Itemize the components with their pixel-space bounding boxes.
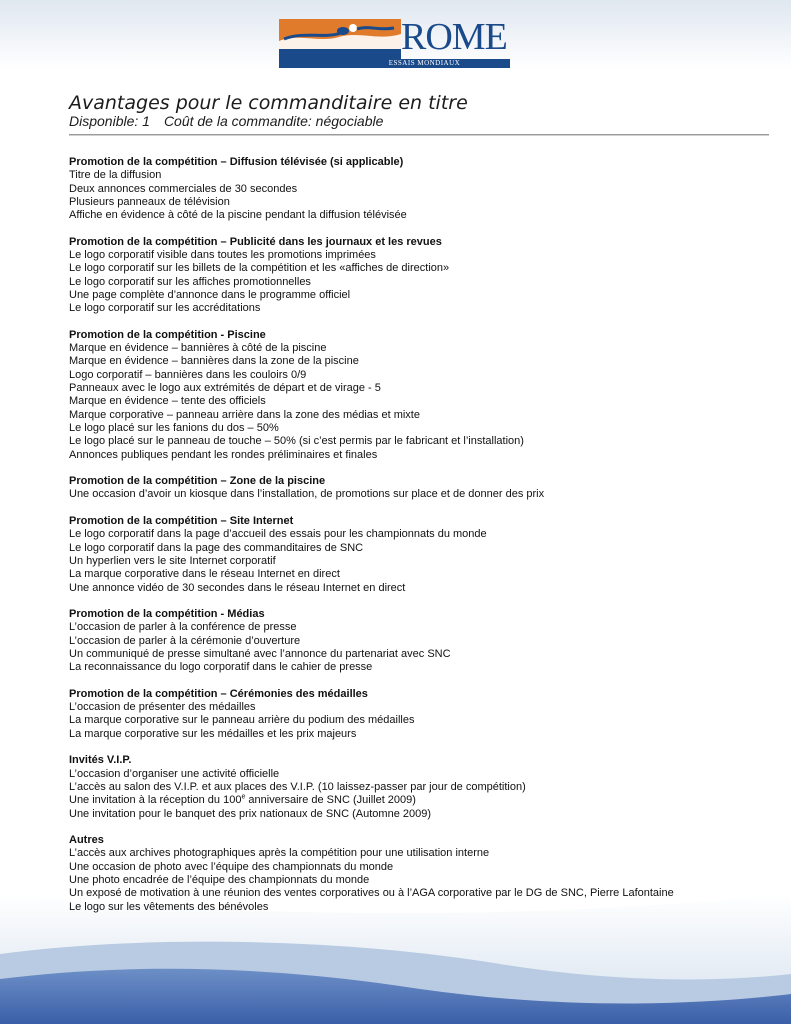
section-print [69, 236, 769, 316]
section-vip [69, 754, 769, 820]
list-item: Affiche en évidence à côté de la piscine pendant la diffusion télévisée [69, 209, 407, 222]
section-title: Promotion de la compétition – Diffusion télévisée (si applicable) [69, 156, 404, 168]
list-item: La marque corporative sur les médailles et les prix majeurs [69, 727, 357, 740]
list-item: Le logo placé sur les fanions du dos – 50% [69, 421, 279, 434]
section-title: Promotion de la compétition – Cérémonies des médailles [69, 687, 368, 700]
section-title: Promotion de la compétition - Piscine [69, 328, 266, 341]
list-item: Le logo corporatif sur les accréditations [69, 302, 261, 315]
section-title: Autres [69, 834, 104, 847]
list-item: Panneaux avec le logo aux extrémités de départ et de virage - 5 [69, 382, 381, 395]
section-website [69, 515, 769, 595]
list-item: Deux annonces commerciales de 30 secondes [69, 182, 298, 195]
list-item: La marque corporative sur le panneau arrière du podium des médailles [69, 714, 415, 727]
list-item: Le logo corporatif dans la page des commanditaires de SNC [69, 541, 364, 554]
list-item: Une annonce vidéo de 30 secondes dans le réseau Internet en direct [69, 581, 406, 594]
list-item: Le logo corporatif dans la page d’accueil des essais pour les championnats du monde [69, 528, 487, 541]
page-title: Avantages pour le commanditaire en titre [69, 92, 468, 114]
list-item: Marque corporative – panneau arrière dans la zone des médias et mixte [69, 408, 420, 421]
header-divider [69, 134, 769, 136]
list-item: Titre de la diffusion [69, 169, 162, 182]
section-media [69, 608, 769, 674]
logo-tagline: ESSAIS MONDIAUX [388, 59, 461, 67]
list-item: Un hyperlien vers le site Internet corporatif [69, 554, 276, 567]
list-item: Le logo corporatif visible dans toutes les promotions imprimées [69, 249, 376, 262]
list-item: La marque corporative dans le réseau Internet en direct [69, 568, 340, 581]
list-item: L’accès aux archives photographiques après la compétition pour une utilisation interne [69, 847, 490, 860]
cost-text: Coût de la commandite: négociable [163, 113, 384, 129]
list-item: L’occasion de parler à la conférence de presse [69, 621, 297, 634]
list-item: Plusieurs panneaux de télévision [69, 195, 230, 208]
list-item: L’occasion d’organiser une activité officielle [69, 767, 280, 780]
benefits-content [69, 156, 769, 927]
list-item: Logo corporatif – bannières dans les couloirs 0/9 [69, 368, 307, 381]
list-item: Le logo placé sur le panneau de touche – 50% (si c’est permis par le fabricant et l’installation) [69, 435, 524, 448]
list-item: Annonces publiques pendant les rondes préliminaires et finales [69, 448, 378, 461]
logo-swimmer-graphic [279, 19, 401, 49]
list-item: Marque en évidence – bannières dans la zone de la piscine [69, 355, 359, 368]
section-medals [69, 688, 769, 741]
page-subtitle [69, 113, 383, 129]
list-item: Un exposé de motivation à une réunion des ventes corporatives ou à l’AGA corporative par le DG de SNC, Pierre Lafontaine [69, 887, 674, 900]
list-item: Un communiqué de presse simultané avec l’annonce du partenariat avec SNC [69, 647, 451, 660]
list-item: Une photo encadrée de l’équipe des championnats du monde [69, 874, 370, 887]
section-television [69, 156, 769, 222]
list-item-reception: Une invitation à la réception du 100e anniversaire de SNC (Juillet 2009) [69, 793, 416, 807]
list-item: L’occasion de parler à la cérémonie d’ouverture [69, 634, 301, 647]
section-other [69, 834, 769, 914]
list-item: Marque en évidence – tente des officiels [69, 395, 266, 408]
list-item: La reconnaissance du logo corporatif dans le cahier de presse [69, 661, 373, 674]
list-item: L’occasion de présenter des médailles [69, 701, 256, 714]
availability-text: Disponible: 1 [69, 113, 150, 129]
logo-wordmark: ROME [401, 16, 507, 58]
list-item: Le logo corporatif sur les affiches promotionnelles [69, 275, 311, 288]
section-title: Invités V.I.P. [69, 754, 132, 767]
list-item: Le logo corporatif sur les billets de la compétition et les «affiches de direction» [69, 262, 450, 275]
list-item: Une invitation pour le banquet des prix nationaux de SNC (Automne 2009) [69, 807, 432, 820]
section-title: Promotion de la compétition – Publicité dans les journaux et les revues [69, 235, 442, 248]
section-title: Promotion de la compétition – Zone de la piscine [69, 475, 326, 488]
list-item: Une occasion d’avoir un kiosque dans l’installation, de promotions sur place et de donner des prix [69, 488, 545, 501]
list-item: Une page complète d’annonce dans le programme officiel [69, 288, 351, 301]
list-item: Marque en évidence – bannières à côté de la piscine [69, 342, 327, 355]
section-pool-zone [69, 475, 769, 502]
section-pool [69, 329, 769, 462]
list-item: L’accès au salon des V.I.P. et aux places des V.I.P. (10 laissez-passer par jour de compétition) [69, 780, 526, 793]
section-title: Promotion de la compétition - Médias [69, 608, 265, 621]
list-item: Le logo sur les vêtements des bénévoles [69, 900, 269, 913]
section-title: Promotion de la compétition – Site Internet [69, 515, 294, 528]
rome-logo [279, 16, 510, 68]
list-item: Une occasion de photo avec l’équipe des championnats du monde [69, 860, 394, 873]
